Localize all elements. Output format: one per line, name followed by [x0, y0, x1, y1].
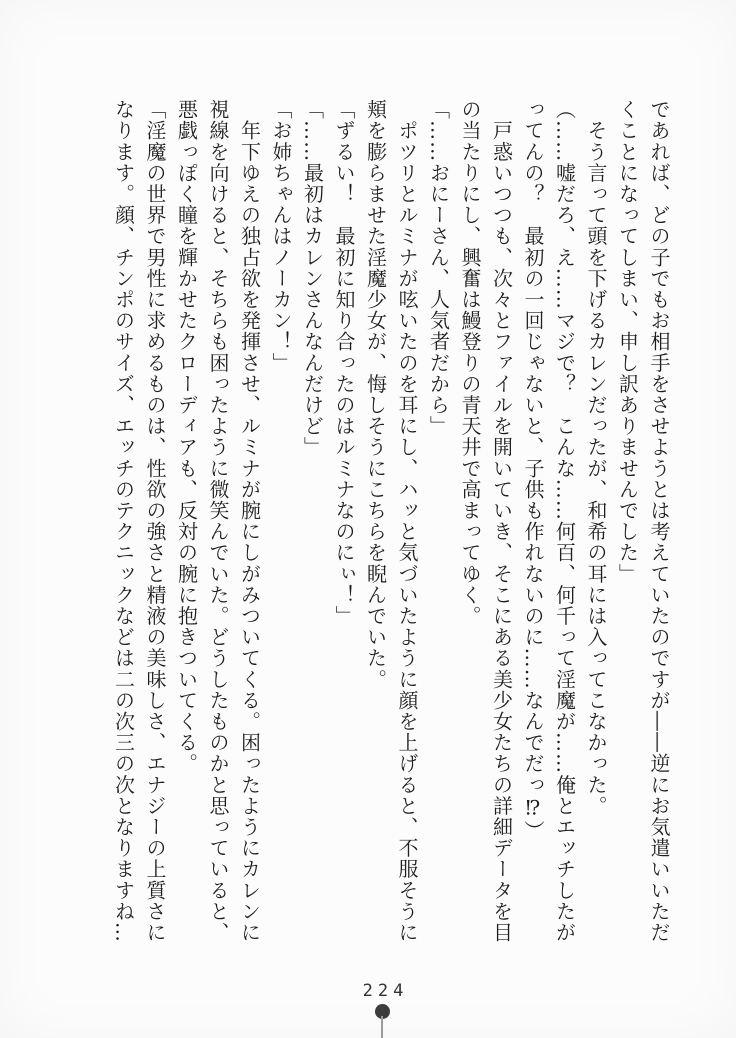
- text-line: ってんの？ 最初の一回じゃないと、子供も作れないのに……なんでだっ⁉）: [521, 99, 545, 842]
- text-line: （……嘘だろ、え……マジで？ こんな……何百、何千って淫魔が……俺とエッチしたが: [552, 99, 577, 943]
- page-text: [104, 99, 674, 951]
- text-line: なります。顔、チンポのサイズ、エッチのテクニックなどは二の次三の次となりますね…: [111, 99, 136, 943]
- text-line: くことになってしまい、申し訳ありませんでした」: [615, 99, 640, 585]
- text-line: 年下ゆえの独占欲を発揮させ、ルミナが腕にしがみついてくる。困ったようにカレンに: [237, 99, 262, 943]
- text-line: 「淫魔の世界で男性に求めるものは、性欲の強さと精液の美味しさ、エナジーの上質さに: [143, 99, 167, 943]
- text-line: ポツリとルミナが呟いたのを耳にし、ハッと気づいたように顔を上げると、不服そうに: [395, 99, 419, 943]
- text-line: 「お姉ちゃんはノーカン！」: [269, 99, 293, 374]
- page-number: 224: [362, 981, 409, 1001]
- text-line: 「……最初はカレンさんなんだけど」: [300, 99, 325, 458]
- text-line: 悪戯っぽく瞳を輝かせたクローディアも、反対の腕に抱きついてくる。: [174, 99, 199, 775]
- text-line: であれば、どの子でもお相手をさせようとは考えていたのですが――逆にお気遣いいただ: [647, 99, 671, 943]
- text-line: そう言って頭を下げるカレンだったが、和希の耳には入ってこなかった。: [584, 99, 608, 817]
- text-line: 「……おにーさん、人気者だから」: [426, 99, 451, 437]
- text-line: 頬を膨らませた淫魔少女が、悔しそうにこちらを睨んでいた。: [363, 99, 388, 690]
- bookmark-stem-line: [381, 1016, 383, 1038]
- text-line: 「ずるい！ 最初に知り合ったのはルミナなのにぃ！」: [332, 99, 356, 627]
- text-line: 視線を向けると、そちらも困ったように微笑んでいた。どうしたものかと思っていると、: [206, 99, 230, 943]
- text-line: の当たりにし、興奮は鰻登りの青天井で高まってゆく。: [458, 99, 482, 627]
- text-line: 戸惑いつつも、次々とファイルを開いていき、そこにある美少女たちの詳細データを目: [489, 99, 514, 943]
